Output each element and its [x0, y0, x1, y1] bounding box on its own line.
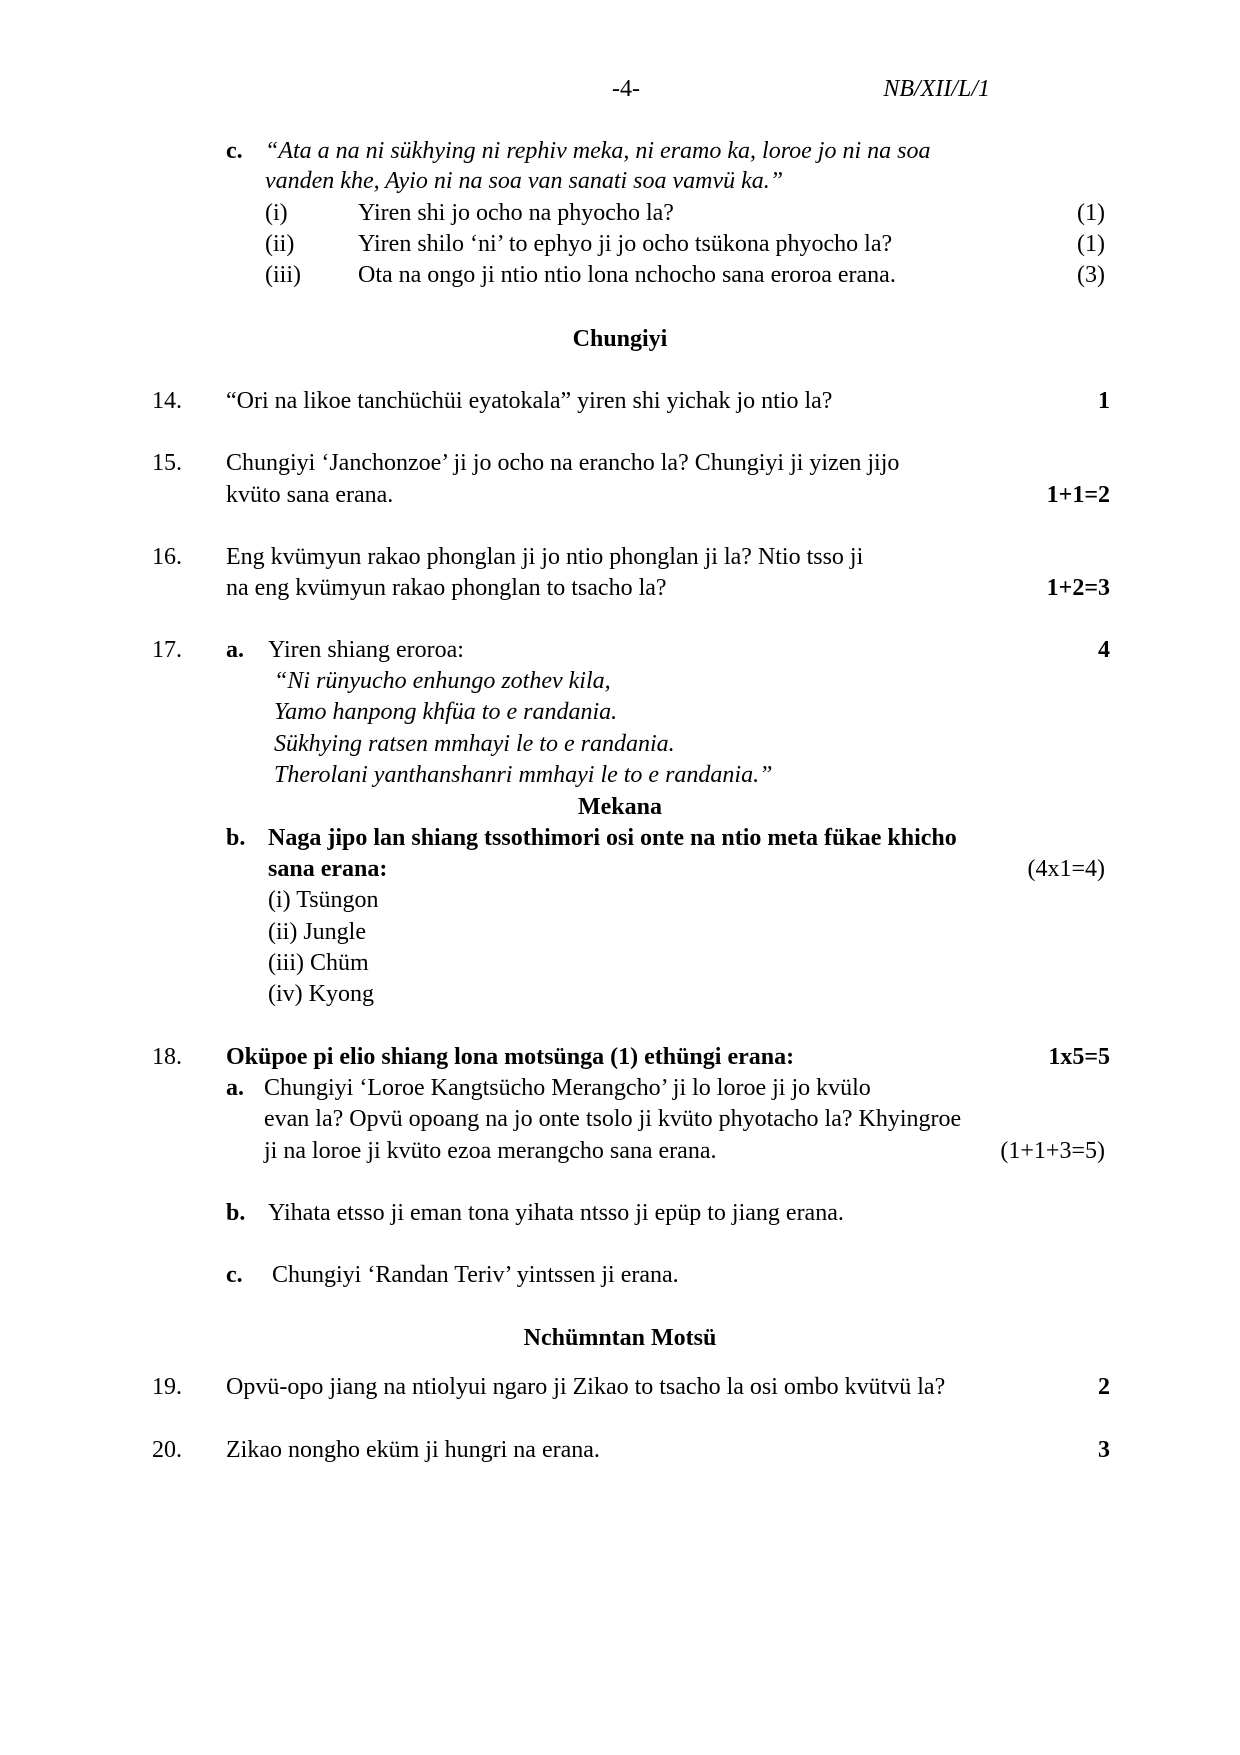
q13c-sub-iii-text: Ota na ongo ji ntio ntio lona nchocho sana eroroa erana.: [358, 262, 896, 288]
q14-text: “Ori na likoe tanchüchüi eyatokala” yiren shi yichak jo ntio la?: [226, 388, 833, 414]
q17b-label: b.: [226, 825, 246, 851]
q17b-item: (iii) Chüm: [268, 950, 369, 976]
q18a-marks: (1+1+3=5): [1000, 1138, 1105, 1164]
q13c-sub-ii-num: (ii): [265, 231, 295, 257]
q18a-line3: ji na loroe ji kvüto ezoa merangcho sana erana.: [264, 1138, 717, 1164]
paper-code: NB/XII/L/1: [883, 76, 990, 102]
q18-heading: Oküpoe pi elio shiang lona motsünga (1) ethüngi erana:: [226, 1044, 795, 1070]
q17a-poem-line4: Therolani yanthanshanri mmhayi le to e randania.”: [274, 762, 773, 788]
q18a-line1: Chungiyi ‘Loroe Kangtsücho Merangcho’ ji lo loroe ji jo kvülo: [264, 1075, 871, 1101]
q17a-poem-line3: Sükhying ratsen mmhayi le to e randania.: [274, 731, 675, 757]
q17-number: 17.: [152, 637, 182, 663]
q14-marks: 1: [1098, 388, 1110, 414]
q18a-line2: evan la? Opvü opoang na jo onte tsolo ji kvüto phyotacho la? Khyingroe: [264, 1106, 962, 1132]
q18a-label: a.: [226, 1075, 244, 1101]
q19-text: Opvü-opo jiang na ntiolyui ngaro ji Zikao to tsacho la osi ombo kvütvü la?: [226, 1374, 946, 1400]
q13c-sub-ii-text: Yiren shilo ‘ni’ to ephyo ji jo ocho tsükona phyocho la?: [358, 231, 893, 257]
section-heading-chungiyi: Chungiyi: [572, 326, 668, 352]
q16-line2: na eng kvümyun rakao phonglan to tsacho la?: [226, 575, 667, 601]
q13c-quote-line2: vanden khe, Ayio ni na soa van sanati soa vamvü ka.”: [265, 168, 784, 194]
q17a-marks: 4: [1098, 637, 1110, 663]
q17b-marks: (4x1=4): [1027, 856, 1105, 882]
q17b-item: (ii) Jungle: [268, 919, 366, 945]
page-number: -4-: [612, 76, 640, 102]
q19-number: 19.: [152, 1374, 182, 1400]
q16-marks: 1+2=3: [1046, 575, 1110, 601]
q13c-sub-ii-marks: (1): [1077, 231, 1105, 257]
q17a-poem-line2: Yamo hanpong khfüa to e randania.: [274, 699, 618, 725]
q20-text: Zikao nongho eküm ji hungri na erana.: [226, 1437, 600, 1463]
q20-marks: 3: [1098, 1437, 1110, 1463]
q20-number: 20.: [152, 1437, 182, 1463]
q13c-sub-iii-marks: (3): [1077, 262, 1105, 288]
q18-marks: 1x5=5: [1048, 1044, 1110, 1070]
q17b-item: (i) Tsüngon: [268, 887, 379, 913]
q18-number: 18.: [152, 1044, 182, 1070]
q19-marks: 2: [1098, 1374, 1110, 1400]
section-heading-nchumntan-motsu: Nchümntan Motsü: [523, 1325, 717, 1351]
q14-number: 14.: [152, 388, 182, 414]
q17a-poem-line1: “Ni rünyucho enhungo zothev kila,: [274, 668, 611, 694]
q13c-label: c.: [226, 138, 243, 164]
q17b-line2: sana erana:: [268, 856, 388, 882]
q18c-label: c.: [226, 1262, 243, 1288]
q17b-item: (iv) Kyong: [268, 981, 374, 1007]
q17a-label: a.: [226, 637, 244, 663]
q13c-sub-iii-num: (iii): [265, 262, 301, 288]
q15-number: 15.: [152, 450, 182, 476]
q18b-text: Yihata etsso ji eman tona yihata ntsso ji epüp to jiang erana.: [268, 1200, 844, 1226]
section-heading-mekana: Mekana: [578, 794, 662, 820]
q13c-sub-i-text: Yiren shi jo ocho na phyocho la?: [358, 200, 674, 226]
q17a-text: Yiren shiang eroroa:: [268, 637, 464, 663]
q13c-quote-line1: “Ata a na ni sükhying ni rephiv meka, ni eramo ka, loroe jo ni na soa: [265, 138, 931, 164]
q13c-sub-i-marks: (1): [1077, 200, 1105, 226]
q18c-text: Chungiyi ‘Randan Teriv’ yintssen ji erana.: [272, 1262, 679, 1288]
q15-line1: Chungiyi ‘Janchonzoe’ ji jo ocho na erancho la? Chungiyi ji yizen jijo: [226, 450, 900, 476]
q13c-sub-i-num: (i): [265, 200, 288, 226]
q15-line2: kvüto sana erana.: [226, 482, 394, 508]
q17b-line1: Naga jipo lan shiang tssothimori osi onte na ntio meta fükae khicho: [268, 825, 957, 851]
q18b-label: b.: [226, 1200, 246, 1226]
q16-line1: Eng kvümyun rakao phonglan ji jo ntio phonglan ji la? Ntio tsso ji: [226, 544, 864, 570]
q15-marks: 1+1=2: [1046, 482, 1110, 508]
q16-number: 16.: [152, 544, 182, 570]
